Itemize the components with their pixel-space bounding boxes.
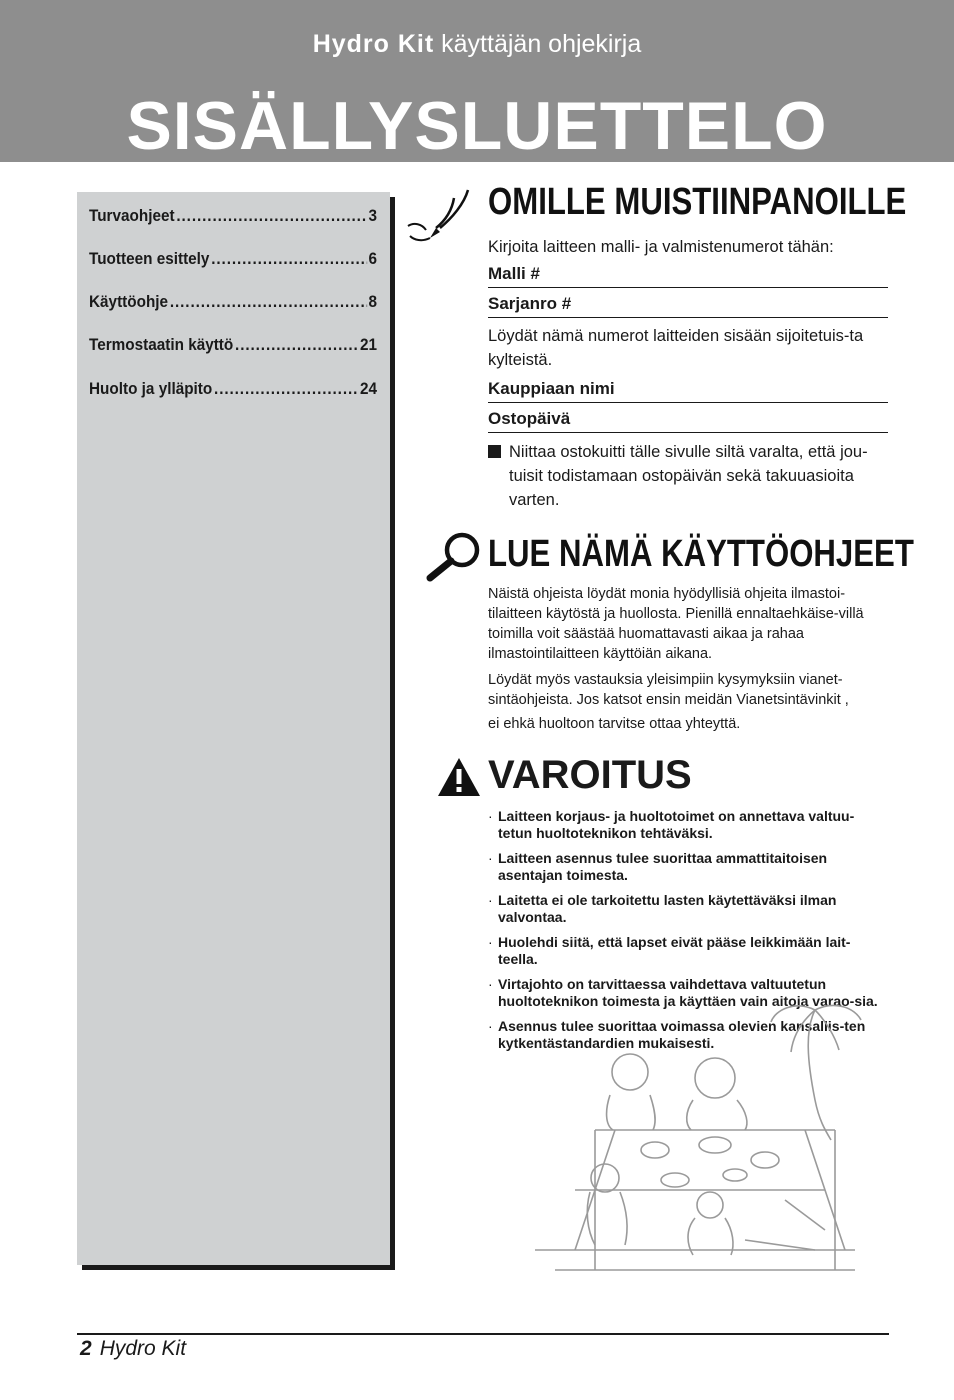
purchase-date-field[interactable]: Ostopäivä xyxy=(488,409,888,433)
warning-item: · Asennus tulee suorittaa voimassa olevien kansallis-ten kytkentästandardien mukaisesti. xyxy=(488,1018,866,1051)
model-field[interactable]: Malli # xyxy=(488,264,888,288)
pen-icon xyxy=(406,188,476,246)
warning-item: · Laitteen asennus tulee suorittaa ammattitaitoisen asentajan toimesta. xyxy=(488,850,828,883)
toc-item[interactable]: Tuotteen esittely ..... 6 xyxy=(89,249,377,269)
footer-product: Hydro Kit xyxy=(99,1337,187,1360)
product-name: Hydro Kit xyxy=(312,30,435,58)
page-number: 2 xyxy=(80,1337,92,1360)
page-title: SISÄLLYSLUETTELO xyxy=(126,88,828,164)
warning-item: · Laitteen korjaus- ja huoltotoimet on annettava valtuu-tetun huoltoteknikon tehtäväksi. xyxy=(488,808,855,841)
read-section xyxy=(488,532,914,734)
warning-item: · Laitetta ei ole tarkoitettu lasten käytettäväksi ilman valvontaa. xyxy=(488,892,837,925)
subtitle-text: käyttäjän ohjekirja xyxy=(441,30,642,58)
warning-item: · Huolehdi siitä, että lapset eivät pääse leikkimään lait-teella. xyxy=(488,934,851,967)
square-bullet-icon xyxy=(488,445,501,458)
warning-heading: VAROITUS xyxy=(488,753,692,797)
table-of-contents xyxy=(77,192,390,1265)
staple-note: Niittaa ostokuitti tälle sivulle siltä varalta, että jou-tuisit todistamaan ostopäivän sekä takuuasioita varten. xyxy=(488,440,888,512)
footer-rule xyxy=(77,1333,889,1335)
manual-subtitle xyxy=(0,30,954,59)
picnic-illustration xyxy=(535,1000,865,1290)
page-footer xyxy=(80,1337,186,1361)
toc-item[interactable]: Huolto ja ylläpito ..... 24 xyxy=(89,379,377,399)
toc-item[interactable]: Käyttöohje ..... 8 xyxy=(89,292,377,312)
read-paragraph-2: Löydät myös vastauksia yleisimpiin kysymyksiin vianet-sintäohjeista. Jos katsot ensin meidän Vianetsintävinkit , xyxy=(488,672,849,708)
toc-item[interactable]: Termostaatin käyttö ..... 21 xyxy=(89,335,377,355)
page-header xyxy=(0,0,954,162)
read-paragraph-1: Näistä ohjeista löydät monia hyödyllisiä ohjeita ilmastoi-tilaitteen käytöstä ja huollosta. Pienillä ennaltaehkäise-villä toimilla voit säästää huomattavasti aikaa ja rahaa ilmastointilaitteen käyttöiän aikana. xyxy=(488,586,864,662)
serial-field[interactable]: Sarjanro # xyxy=(488,294,888,318)
read-heading: LUE NÄMÄ KÄYTTÖOHJEET xyxy=(488,533,914,575)
notes-intro: Kirjoita laitteen malli- ja valmistenumerot tähän: xyxy=(488,238,834,256)
read-paragraph-3: ei ehkä huoltoon tarvitse ottaa yhteyttä. xyxy=(488,716,741,732)
warning-item: · Virtajohto on tarvittaessa vaihdettava valtuutetun huoltoteknikon toimesta ja käyttäen vain aitoja varao-sia. xyxy=(488,976,878,1009)
magnifier-icon xyxy=(424,530,484,584)
location-text: Löydät nämä numerot laitteiden sisään sijoitetuis-ta kylteistä. xyxy=(488,327,864,369)
dealer-field[interactable]: Kauppiaan nimi xyxy=(488,379,888,403)
toc-item[interactable]: Turvaohjeet ..... 3 xyxy=(89,206,377,226)
warning-triangle-icon xyxy=(436,756,482,798)
notes-heading: OMILLE MUISTIINPANOILLE xyxy=(488,181,907,223)
notes-section xyxy=(488,180,907,512)
